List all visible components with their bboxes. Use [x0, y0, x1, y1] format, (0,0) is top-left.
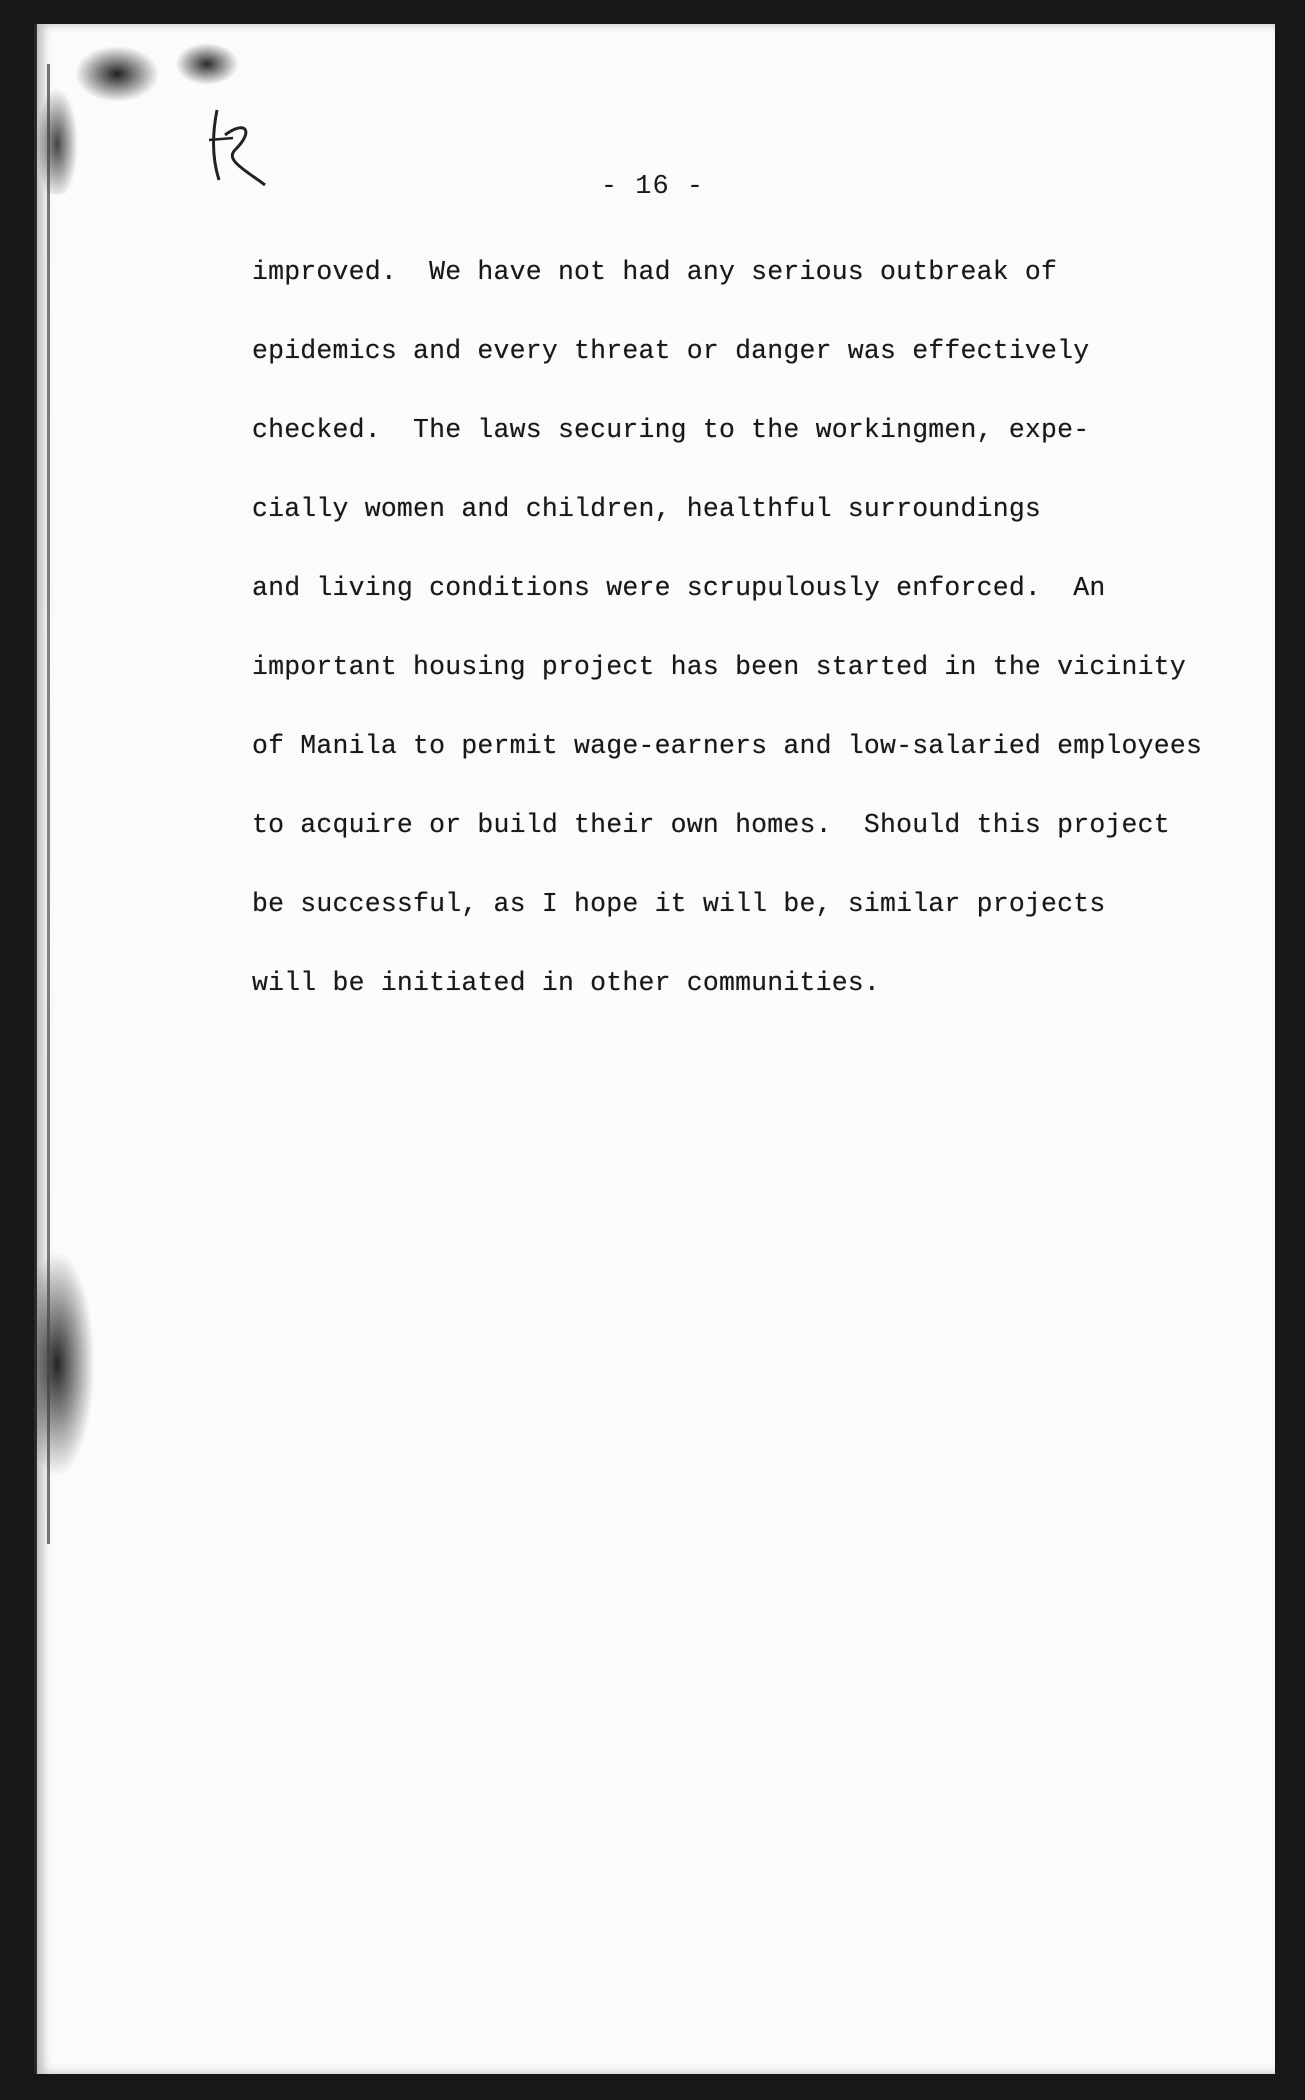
text-line: cially women and children, healthful surroundings: [252, 494, 1042, 524]
body-text: [252, 254, 1252, 1044]
binding-edge-line: [47, 64, 50, 1544]
text-line: will be initiated in other communities.: [252, 968, 881, 998]
ink-smudge-left: [37, 1214, 127, 1534]
text-line: epidemics and every threat or danger was effectively: [252, 336, 1090, 366]
text-line: be successful, as I hope it will be, similar projects: [252, 889, 1106, 919]
text-line: to acquire or build their own homes. Should this project: [252, 810, 1170, 840]
text-line: and living conditions were scrupulously enforced. An: [252, 573, 1106, 603]
text-line: important housing project has been started in the vicinity: [252, 652, 1186, 682]
text-line: improved. We have not had any serious outbreak of: [252, 257, 1058, 287]
page-number: - 16 -: [600, 172, 705, 202]
text-line: checked. The laws securing to the workingmen, expe-: [252, 415, 1090, 445]
text-line: of Manila to permit wage-earners and low-salaried employees: [252, 731, 1203, 761]
